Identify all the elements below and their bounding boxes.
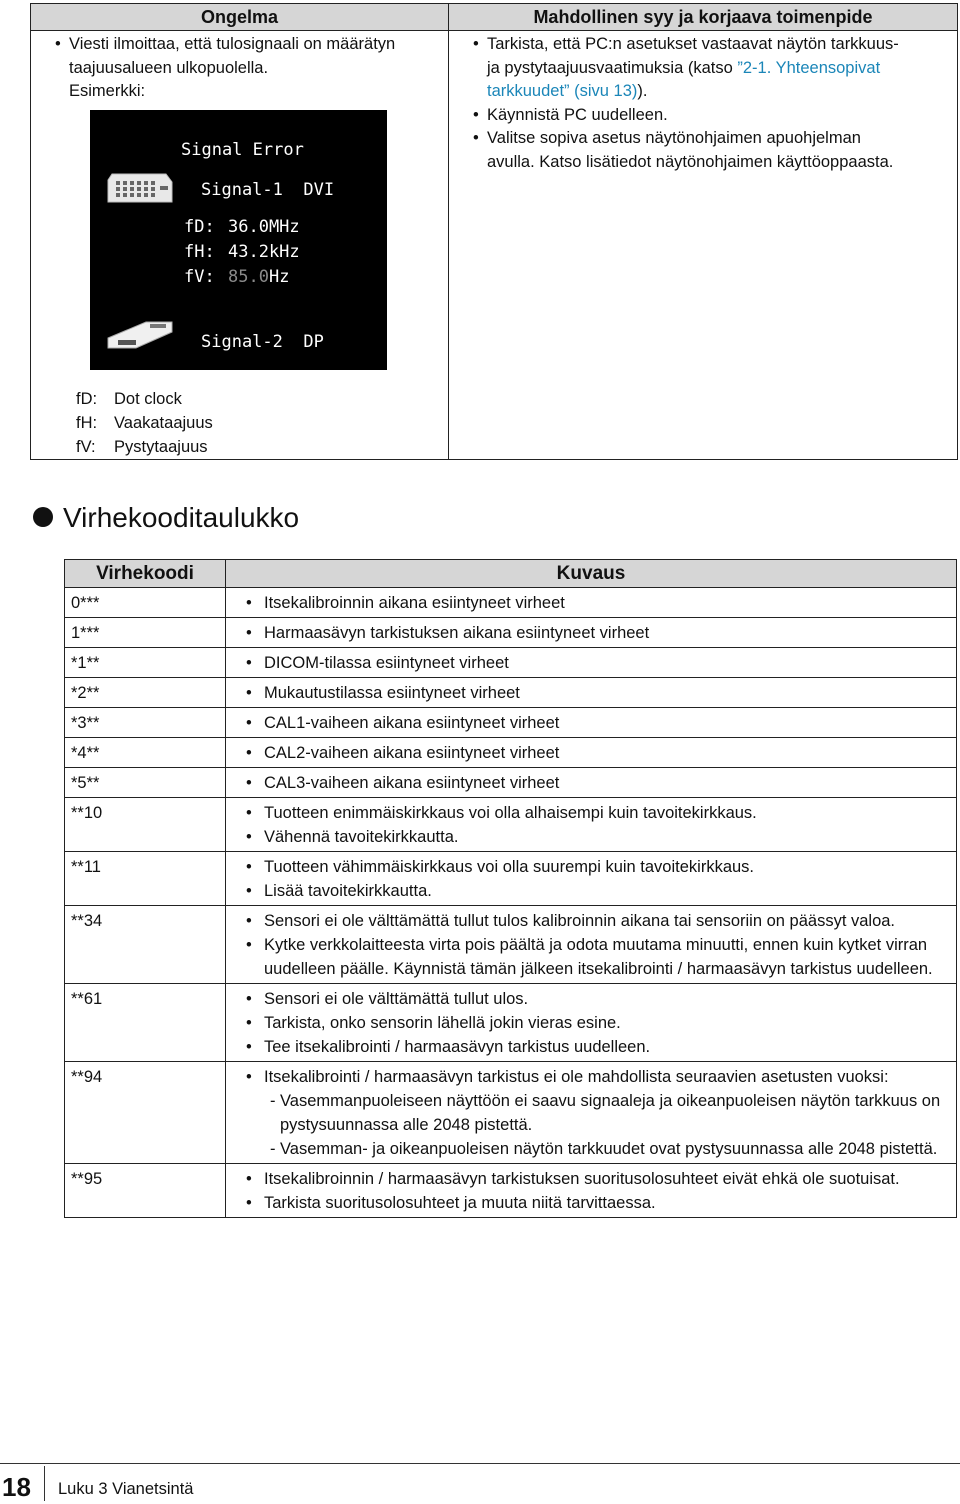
fv-label: fV: bbox=[184, 267, 215, 287]
legend-row: fV: Pystytaajuus bbox=[76, 438, 208, 456]
error-code: **34 bbox=[65, 906, 226, 984]
signal-1-label: Signal-1 DVI bbox=[201, 180, 335, 200]
fv-value: 85.0Hz bbox=[228, 267, 290, 287]
error-description bbox=[226, 678, 957, 708]
fh-value: 43.2kHz bbox=[228, 242, 300, 262]
signal-error-title: Signal Error bbox=[181, 140, 304, 160]
description-item: • DICOM-tilassa esiintyneet virheet bbox=[246, 651, 950, 675]
table-row bbox=[65, 618, 957, 648]
example-label: Esimerkki: bbox=[69, 82, 146, 100]
error-code-table bbox=[64, 559, 957, 1218]
description-item: • Tuotteen vähimmäiskirkkaus voi olla suurempi kuin tavoitekirkkaus. bbox=[246, 855, 950, 879]
page-number: 18 bbox=[2, 1472, 31, 1502]
error-description bbox=[226, 1062, 957, 1164]
table-row bbox=[65, 738, 957, 768]
table-row bbox=[65, 798, 957, 852]
cause-item-2: • Käynnistä PC uudelleen. bbox=[469, 104, 949, 128]
signal-error-screen bbox=[90, 110, 387, 370]
error-description bbox=[226, 708, 957, 738]
error-code: **95 bbox=[65, 1164, 226, 1218]
error-code: 0*** bbox=[65, 588, 226, 618]
error-description bbox=[226, 984, 957, 1062]
header-description: Kuvaus bbox=[226, 560, 957, 588]
error-code: *5** bbox=[65, 768, 226, 798]
description-item: • Kytke verkkolaitteesta virta pois päältä ja odota muutama minuutti, ennen kuin kytket virran uudelleen päälle. Käynnistä tämän jälkeen itsekalibrointi / harmaasävyn tarkistus uudelleen. bbox=[246, 933, 950, 981]
header-cause: Mahdollinen syy ja korjaava toimenpide bbox=[449, 4, 957, 31]
description-item: • Itsekalibroinnin / harmaasävyn tarkistuksen suoritusolosuhteet eivät ehkä ole suotuisat. bbox=[246, 1167, 950, 1191]
table-row bbox=[65, 852, 957, 906]
signal-2-label: Signal-2 DP bbox=[201, 332, 324, 352]
legend-row: fH: Vaakataajuus bbox=[76, 414, 213, 432]
error-description bbox=[226, 906, 957, 984]
table-row bbox=[65, 984, 957, 1062]
problem-line-2: taajuusalueen ulkopuolella. bbox=[69, 58, 269, 77]
error-description bbox=[226, 852, 957, 906]
error-description bbox=[226, 1164, 957, 1218]
table-header-row bbox=[65, 560, 957, 588]
link-page-13[interactable]: tarkkuudet” (sivu 13) bbox=[487, 82, 638, 100]
table-row bbox=[65, 678, 957, 708]
error-code: *1** bbox=[65, 648, 226, 678]
description-item: • Vähennä tavoitekirkkautta. bbox=[246, 825, 950, 849]
description-item: • CAL3-vaiheen aikana esiintyneet virheet bbox=[246, 771, 950, 795]
error-code: **11 bbox=[65, 852, 226, 906]
error-code: **10 bbox=[65, 798, 226, 852]
link-compatible-resolutions[interactable]: ”2-1. Yhteensopivat bbox=[737, 58, 881, 77]
error-description bbox=[226, 738, 957, 768]
header-problem: Ongelma bbox=[31, 4, 448, 31]
problem-description bbox=[51, 33, 446, 104]
legend-row: fD: Dot clock bbox=[76, 390, 182, 408]
column-divider bbox=[448, 4, 449, 459]
error-code: **61 bbox=[65, 984, 226, 1062]
footer-separator bbox=[44, 1466, 45, 1501]
error-description bbox=[226, 648, 957, 678]
section-title: Virhekooditaulukko bbox=[33, 500, 299, 536]
description-item: • Lisää tavoitekirkkautta. bbox=[246, 879, 950, 903]
dvi-connector-icon bbox=[106, 172, 174, 208]
error-code: 1*** bbox=[65, 618, 226, 648]
table-row bbox=[65, 906, 957, 984]
description-item: • Itsekalibroinnin aikana esiintyneet virheet bbox=[246, 591, 950, 615]
error-description bbox=[226, 618, 957, 648]
error-code-rows bbox=[65, 588, 957, 1218]
table-row bbox=[65, 648, 957, 678]
table-row bbox=[65, 1164, 957, 1218]
fh-label: fH: bbox=[184, 242, 215, 262]
chapter-title: Luku 3 Vianetsintä bbox=[58, 1480, 194, 1498]
table-row bbox=[65, 768, 957, 798]
table-row bbox=[65, 588, 957, 618]
description-item: • Itsekalibrointi / harmaasävyn tarkistus ei ole mahdollista seuraavien asetusten vuoksi: bbox=[246, 1065, 950, 1089]
description-subitem: - Vasemmanpuoleiseen näyttöön ei saavu signaaleja ja oikeanpuoleisen näytön tarkkuus on pystysuunnassa alle 2048 pistettä. bbox=[246, 1089, 950, 1137]
description-item: • CAL2-vaiheen aikana esiintyneet virheet bbox=[246, 741, 950, 765]
error-code: *2** bbox=[65, 678, 226, 708]
fd-label: fD: bbox=[184, 217, 215, 237]
description-item: • Harmaasävyn tarkistuksen aikana esiintyneet virheet bbox=[246, 621, 950, 645]
error-description bbox=[226, 798, 957, 852]
error-description bbox=[226, 588, 957, 618]
description-subitem: - Vasemman- ja oikeanpuoleisen näytön tarkkuudet ovat pystysuunnassa alle 2048 pistettä. bbox=[246, 1137, 950, 1161]
description-item: • Tee itsekalibrointi / harmaasävyn tarkistus uudelleen. bbox=[246, 1035, 950, 1059]
error-code: **94 bbox=[65, 1062, 226, 1164]
cause-item-3: • Valitse sopiva asetus näytönohjaimen apuohjelman avulla. Katso lisätiedot näytönohjaimen käyttöoppaasta. bbox=[469, 127, 949, 174]
table-row bbox=[65, 1062, 957, 1164]
description-item: • Tarkista, onko sensorin lähellä jokin vieras esine. bbox=[246, 1011, 950, 1035]
displayport-connector-icon bbox=[106, 318, 176, 356]
frequency-legend bbox=[76, 387, 213, 459]
footer-divider bbox=[0, 1463, 960, 1464]
error-code: *3** bbox=[65, 708, 226, 738]
header-error-code: Virhekoodi bbox=[65, 560, 226, 588]
error-description bbox=[226, 768, 957, 798]
description-item: • Mukautustilassa esiintyneet virheet bbox=[246, 681, 950, 705]
bullet-circle-icon bbox=[33, 507, 53, 527]
table-row bbox=[65, 708, 957, 738]
description-item: • Tuotteen enimmäiskirkkaus voi olla alhaisempi kuin tavoitekirkkaus. bbox=[246, 801, 950, 825]
description-item: • Sensori ei ole välttämättä tullut tulos kalibroinnin aikana tai sensoriin on päässyt valoa. bbox=[246, 909, 950, 933]
description-item: • Sensori ei ole välttämättä tullut ulos. bbox=[246, 987, 950, 1011]
fd-value: 36.0MHz bbox=[228, 217, 300, 237]
error-code: *4** bbox=[65, 738, 226, 768]
description-item: • Tarkista suoritusolosuhteet ja muuta niitä tarvittaessa. bbox=[246, 1191, 950, 1215]
description-item: • CAL1-vaiheen aikana esiintyneet virheet bbox=[246, 711, 950, 735]
cause-list bbox=[469, 33, 949, 174]
problem-line-1: Viesti ilmoittaa, että tulosignaali on määrätyn bbox=[69, 35, 396, 53]
cause-item-1: • Tarkista, että PC:n asetukset vastaavat näytön tarkkuus- ja pystytaajuusvaatimuksia (katso ”2-1. Yhteensopivat tarkkuudet” (sivu 13)). bbox=[469, 33, 949, 104]
